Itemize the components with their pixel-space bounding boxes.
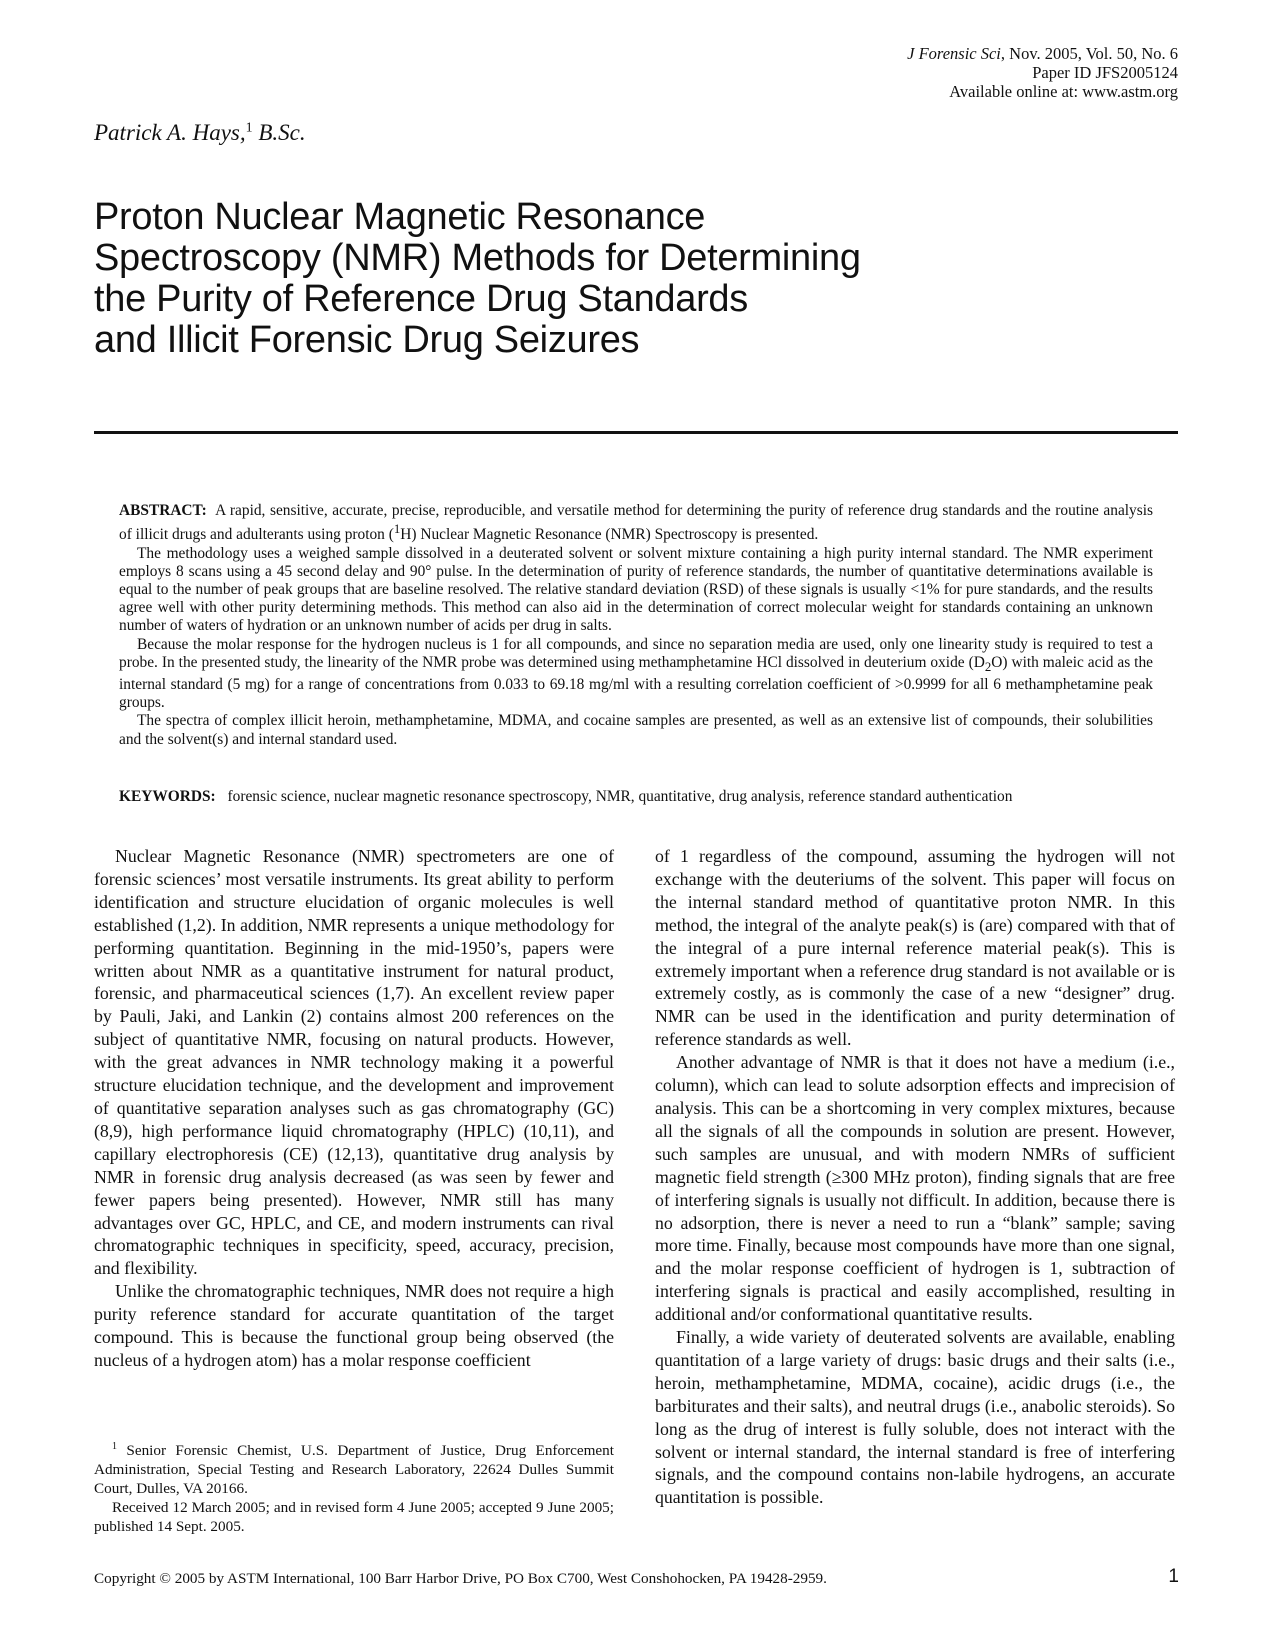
footnote-text: Senior Forensic Chemist, U.S. Department of Justice, Drug Enforcement Administration, Special Testing and Research Laboratory, 22624 Dulles Summit Court, Dulles, VA 20166. <box>94 1442 614 1498</box>
abstract-label: ABSTRACT: <box>119 502 207 519</box>
keywords-label: KEYWORDS: <box>119 788 216 805</box>
affiliation-mark: 1 <box>245 120 253 136</box>
abstract-paragraph <box>119 502 1153 545</box>
title-line: Spectroscopy (NMR) Methods for Determining <box>94 237 861 279</box>
subscript: 2 <box>984 659 992 674</box>
paper-id: Paper ID JFS2005124 <box>1032 63 1178 82</box>
abstract <box>119 502 1153 749</box>
title-line: Proton Nuclear Magnetic Resonance <box>94 196 706 238</box>
body-paragraph: Finally, a wide variety of deuterated solvents are available, enabling quantitation of a large variety of drugs: basic drugs and their salts (i.e., heroin, methamphetamine, MDMA, cocaine), acidic drugs (i.e., the barbiturates and their salts), and neutral drugs (i.e., anabolic steroids). So long as the drug of interest is fully soluble, does not interact with the solvent or internal standard, the internal standard is free of interfering signals, and the compound contains non-labile hydrogens, an accurate quantitation is possible. <box>655 1327 1175 1508</box>
affiliation-footnote <box>94 1437 614 1498</box>
availability-link[interactable]: Available online at: www.astm.org <box>949 82 1178 101</box>
isotope-superscript: 1 <box>393 522 401 537</box>
paper-title <box>94 197 994 361</box>
body-column-left <box>94 845 614 1372</box>
author-name: Patrick A. Hays, <box>94 120 246 145</box>
abstract-paragraph: The spectra of complex illicit heroin, methamphetamine, MDMA, and cocaine samples are presented, as well as an extensive list of compounds, their solubilities and the solvent(s) and internal standard used. <box>119 712 1153 748</box>
journal-issue: , Nov. 2005, Vol. 50, No. 6 <box>1000 44 1178 63</box>
abstract-text: Because the molar response for the hydrogen nucleus is 1 for all compounds, and since no separation media are used, only one linearity study is required to test a probe. In the presented study, the linearity of the NMR probe was determined using methamphetamine HCl dissolved in deuterium oxide (D <box>119 635 1153 671</box>
journal-name: J Forensic Sci <box>907 44 1001 63</box>
abstract-text: A rapid, sensitive, accurate, precise, reproducible, and versatile method for determining the purity of reference drug standards and the routine analysis of illicit drugs and adulterants using proton ( <box>119 502 1153 544</box>
body-column-right <box>655 845 1175 1509</box>
author-line <box>94 120 306 146</box>
author-degree: B.Sc. <box>258 120 306 145</box>
title-divider <box>94 431 1178 434</box>
abstract-paragraph <box>119 636 1153 713</box>
copyright-notice: Copyright © 2005 by ASTM International, 100 Barr Harbor Drive, PO Box C700, West Conshohocken, PA 19428-2959. <box>94 1570 827 1587</box>
journal-citation <box>907 44 1178 63</box>
history-footnote: Received 12 March 2005; and in revised form 4 June 2005; accepted 9 June 2005; published 14 Sept. 2005. <box>94 1499 614 1536</box>
abstract-paragraph: The methodology uses a weighed sample dissolved in a deuterated solvent or solvent mixture containing a high purity internal standard. The NMR experiment employs 8 scans using a 45 second delay and 90° pulse. In the determination of purity of reference standards, the number of quantitative determinations available is equal to the number of peak groups that are baseline resolved. The relative standard deviation (RSD) of these signals is usually <1% for pure standards, and the results agree well with other purity determining methods. This method can also aid in the determination of correct molecular weight for standards containing an unknown number of waters of hydration or an unknown number of acids per drug in salts. <box>119 544 1153 635</box>
keywords <box>119 788 1169 806</box>
abstract-text: O) with maleic acid as the internal standard (5 mg) for a range of concentrations from 0.033 to 69.18 mg/ml with a resulting correlation coefficient of >0.9999 for all 6 methamphetamine peak groups. <box>119 653 1153 712</box>
body-paragraph: of 1 regardless of the compound, assuming the hydrogen will not exchange with the deuteriums of the solvent. This paper will focus on the internal standard method of quantitative proton NMR. In this method, the integral of the analyte peak(s) is (are) compared with that of the integral of a pure internal reference material peak(s). This is extremely important when a reference drug standard is not available or is extremely costly, as is commonly the case of a new “designer” drug. NMR can be used in the identification and purity determination of reference standards as well. <box>655 846 1175 1050</box>
body-paragraph: Unlike the chromatographic techniques, NMR does not require a high purity reference standard for accurate quantitation of the target compound. This is because the functional group being observed (the nucleus of a hydrogen atom) has a molar response coefficient <box>94 1281 614 1370</box>
footnote-mark: 1 <box>112 1441 117 1452</box>
page-number: 1 <box>1168 1566 1179 1587</box>
footnotes <box>94 1437 614 1536</box>
body-paragraph: Another advantage of NMR is that it does not have a medium (i.e., column), which can lead to solute adsorption effects and imprecision of analysis. This can be a shortcoming in very complex mixtures, because all the signals of all the compounds in solution are present. However, such samples are unusual, and with modern NMRs of sufficient magnetic field strength (≥300 MHz proton), finding signals that are free of interfering signals is usually not difficult. In addition, because there is no adsorption, there is never a need to run a “blank” sample; saving more time. Finally, because most compounds have more than one signal, and the molar response coefficient of hydrogen is 1, subtraction of interfering signals is practical and easily accomplished, resulting in additional and/or conformational quantitative results. <box>655 1052 1175 1325</box>
journal-header <box>907 44 1178 101</box>
title-line: the Purity of Reference Drug Standards <box>94 278 748 320</box>
title-line: and Illicit Forensic Drug Seizures <box>94 319 640 361</box>
body-paragraph: Nuclear Magnetic Resonance (NMR) spectrometers are one of forensic sciences’ most versatile instruments. Its great ability to perform identification and structure elucidation of organic molecules is well established (1,2). In addition, NMR represents a unique methodology for performing quantitation. Beginning in the mid-1950’s, papers were written about NMR as a quantitative instrument for natural product, forensic, and pharmaceutical sciences (1,7). An excellent review paper by Pauli, Jaki, and Lankin (2) contains almost 200 references on the subject of quantitative NMR, focusing on natural products. However, with the great advances in NMR technology making it a powerful structure elucidation technique, and the development and improvement of quantitative separation analyses such as gas chromatography (GC) (8,9), high performance liquid chromatography (HPLC) (10,11), and capillary electrophoresis (CE) (12,13), quantitative drug analysis by NMR in forensic drug analysis decreased (as was seen by fewer and fewer papers being presented). However, NMR still has many advantages over GC, HPLC, and CE, and modern instruments can rival chromatographic techniques in specificity, speed, accuracy, precision, and flexibility. <box>94 846 614 1279</box>
keywords-text: forensic science, nuclear magnetic resonance spectroscopy, NMR, quantitative, drug analysis, reference standard authentication <box>227 788 1013 805</box>
abstract-text: H) Nuclear Magnetic Resonance (NMR) Spectroscopy is presented. <box>400 526 819 544</box>
